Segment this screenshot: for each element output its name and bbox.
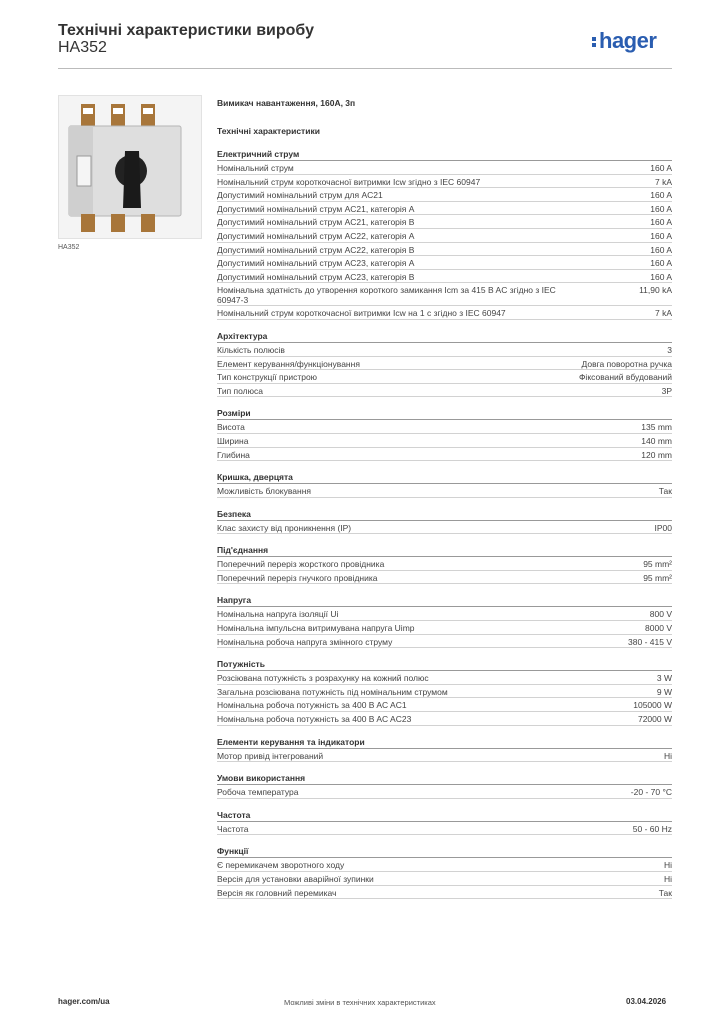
spec-row [217,229,672,243]
spec-value: 7 kA [654,308,672,319]
section-heading: Частота [217,809,672,822]
spec-label: Допустимий номінальний струм AC23, категорія A [217,258,415,269]
spec-value: 380 - 415 V [628,636,672,647]
spec-value: 135 mm [641,422,672,433]
spec-row [217,256,672,270]
spec-row [217,434,672,448]
hager-logo [592,28,656,54]
spec-value: 160 A [650,230,672,241]
spec-label: Номінальна робоча потужність за 400 B AC AC23 [217,714,412,725]
specs-heading: Технічні характеристики [217,126,320,136]
spec-label: Частота [217,823,249,834]
spec-section [217,148,672,320]
page-title: Технічні характеристики виробу [58,22,314,39]
spec-value: 120 mm [641,449,672,460]
section-heading: Електричний струм [217,148,672,161]
spec-value: 72000 W [637,714,672,725]
section-heading: Безпека [217,508,672,521]
spec-value: Ні [663,874,672,884]
logo-dots-icon [592,35,597,49]
spec-label: Можливість блокування [217,486,312,497]
switch-disconnector-icon [59,96,201,238]
spec-section [217,736,672,763]
spec-label: Допустимий номінальний струм AC23, категорія B [217,271,415,282]
spec-value: 105000 W [633,700,672,711]
spec-row [217,175,672,189]
spec-row [217,886,672,900]
spec-content [217,96,672,899]
spec-label: Глибина [217,449,250,460]
spec-section [217,508,672,535]
spec-row [217,448,672,462]
spec-row [217,384,672,398]
spec-row [217,521,672,535]
spec-label: Клас захисту від проникнення (IP) [217,522,352,533]
spec-label: Номінальна робоча напруга змінного струму [217,636,393,647]
spec-value: 3 [667,344,672,355]
spec-value: 95 mm² [643,559,672,570]
spec-row [217,822,672,836]
image-caption: HA352 [58,244,80,251]
spec-value: 160 A [650,258,672,269]
spec-value: 8000 V [645,623,672,634]
spec-value: Довга поворотна ручка [581,358,672,369]
spec-row [217,484,672,498]
spec-value: 95 mm² [643,572,672,583]
spec-value: 160 A [650,203,672,214]
spec-row [217,202,672,216]
section-heading: Кришка, дверцята [217,471,672,484]
spec-row [217,749,672,763]
spec-row [217,188,672,202]
spec-label: Номінальна здатність до утворення короткого замикання Icm за 415 B AC згідно з IEC 60947-3 [217,285,556,306]
spec-section [217,544,672,584]
spec-value: 11,90 kA [639,285,672,296]
spec-value: IP00 [654,522,672,533]
spec-value: -20 - 70 °C [630,787,672,798]
spec-section [217,594,672,648]
spec-label: Мотор привід інтегрований [217,750,324,761]
spec-section [217,809,672,836]
section-heading: Архітектура [217,330,672,343]
logo-text: hager [599,28,657,53]
spec-value: 50 - 60 Hz [632,823,672,834]
spec-row [217,785,672,799]
spec-row [217,370,672,384]
spec-value: 160 A [650,217,672,228]
section-heading: Напруга [217,594,672,607]
section-heading: Розміри [217,407,672,420]
spec-sections [217,148,672,899]
spec-label: Тип конструкції пристрою [217,372,318,383]
spec-label: Допустимий номінальний струм AC21, категорія B [217,217,415,228]
spec-section [217,845,672,899]
spec-value: 140 mm [641,435,672,446]
spec-row [217,698,672,712]
spec-label: Номінальна імпульсна витримувана напруга Uimp [217,623,415,634]
spec-value: Так [658,486,672,497]
section-heading: Умови використання [217,772,672,785]
footer-website[interactable]: hager.com/ua [58,997,110,1006]
product-code: HA352 [58,39,107,56]
spec-label: Робоча температура [217,787,299,798]
spec-label: Поперечний переріз гнучкого провідника [217,572,378,583]
spec-value: 3 W [656,673,672,684]
section-heading: Під'єднання [217,544,672,557]
spec-row [217,621,672,635]
spec-value: Так [658,887,672,898]
footer-date: 03.04.2026 [626,997,667,1006]
spec-row [217,858,672,872]
section-heading: Функції [217,845,672,858]
product-image [58,95,202,239]
spec-section [217,658,672,725]
spec-value: 160 A [650,190,672,201]
spec-row [217,215,672,229]
spec-label: Допустимий номінальний струм AC22, категорія A [217,230,415,241]
spec-label: Номінальний струм короткочасної витримки Icw згідно з IEC 60947 [217,176,481,187]
spec-label: Висота [217,422,245,433]
spec-value: 9 W [656,686,672,697]
spec-row [217,420,672,434]
product-name: Вимикач навантаження, 160А, 3п [217,98,356,108]
spec-row [217,270,672,284]
spec-label: Елемент керування/функціонування [217,358,360,369]
spec-row [217,343,672,357]
spec-row [217,607,672,621]
spec-row [217,685,672,699]
spec-value: 3P [661,385,672,396]
spec-value: 160 A [650,244,672,255]
spec-value: 7 kA [654,176,672,187]
spec-label: Номінальна робоча потужність за 400 B AC AC1 [217,700,407,711]
spec-row [217,283,672,306]
spec-label: Допустимий номінальний струм AC22, категорія B [217,244,415,255]
spec-label: Розсіювана потужність з розрахунку на кожний полюс [217,673,429,684]
spec-row [217,161,672,175]
spec-label: Поперечний переріз жорсткого провідника [217,559,385,570]
spec-label: Версія як головний перемикач [217,887,337,898]
spec-row [217,557,672,571]
spec-value: 160 A [650,271,672,282]
spec-label: Кількість полюсів [217,344,285,355]
spec-section [217,407,672,461]
spec-label: Версія для установки аварійної зупинки [217,874,374,884]
spec-label: Номінальний струм [217,163,294,173]
spec-row [217,243,672,257]
spec-label: Номінальний струм короткочасної витримки Icw на 1 с згідно з IEC 60947 [217,308,506,319]
spec-label: Є перемикачем зворотного ходу [217,860,345,871]
spec-value: 160 A [650,163,672,173]
footer-notice: Можливі зміни в технічних характеристиках [284,998,436,1007]
spec-row [217,357,672,371]
spec-section [217,471,672,498]
section-heading: Елементи керування та індикатори [217,736,672,749]
spec-row [217,712,672,726]
spec-row [217,872,672,886]
spec-value: Фіксований вбудований [578,372,672,383]
spec-label: Тип полюса [217,385,263,396]
section-heading: Потужність [217,658,672,671]
spec-label: Загальна розсіювана потужність під номінальним струмом [217,686,448,697]
spec-label: Номінальна напруга ізоляції Ui [217,609,339,620]
spec-section [217,772,672,799]
spec-row [217,671,672,685]
spec-row [217,571,672,585]
spec-row [217,306,672,320]
spec-label: Ширина [217,435,249,446]
spec-label: Допустимий номінальний струм для AC21 [217,190,383,201]
spec-row [217,635,672,649]
spec-value: Ні [663,750,672,761]
header-divider [58,68,672,69]
spec-section [217,330,672,397]
spec-value: 800 V [649,609,672,620]
spec-value: Ні [663,860,672,871]
spec-label: Допустимий номінальний струм AC21, категорія A [217,203,415,214]
